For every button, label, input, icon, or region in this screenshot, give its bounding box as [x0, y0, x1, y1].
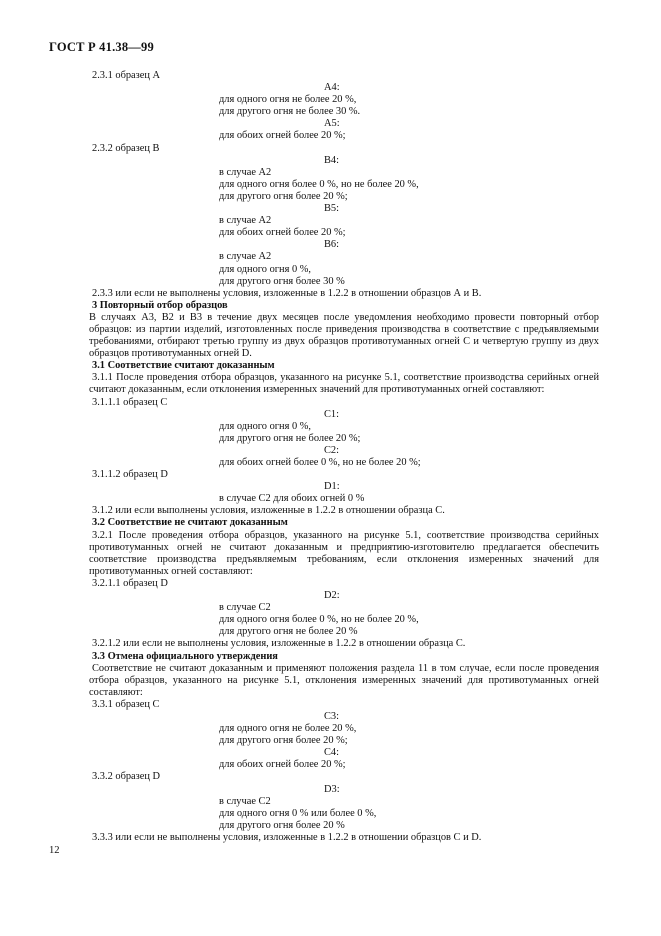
text-line: для другого огня не более 20 % — [219, 626, 358, 638]
text-line: 3.2.1.1 образец D — [92, 577, 168, 589]
text-line: D2: — [324, 590, 340, 602]
text-line: D1: — [324, 481, 340, 493]
section-3-1-list — [89, 397, 599, 530]
text-line: в случае А2 — [219, 215, 272, 227]
text-line: для другого огня не более 30 %. — [219, 106, 361, 118]
text-line: В4: — [324, 154, 340, 166]
text-line: В5: — [324, 203, 340, 215]
text-line: для одного огня более 0 %, но не более 20 %, — [219, 614, 419, 626]
text-line: 2.3.1 образец А — [92, 70, 161, 81]
section-2-3-list — [89, 70, 599, 312]
document-header: ГОСТ Р 41.38—99 — [49, 40, 154, 54]
text-line: 3.1.1.2 образец D — [92, 469, 168, 481]
section-3-2-list — [89, 578, 599, 663]
text-line: для обоих огней более 20 %; — [219, 759, 346, 771]
text-line: для одного огня 0 %, — [219, 263, 312, 275]
text-line: для одного огня более 0 %, но не более 20 %, — [219, 178, 419, 190]
page-number: 12 — [49, 845, 60, 856]
text-line: для другого огня более 20 %; — [219, 190, 348, 202]
text-line: для обоих огней более 0 %, но не более 20 %; — [219, 457, 421, 468]
text-line: С3: — [324, 710, 340, 722]
text-line: А4: — [324, 82, 340, 94]
text-line: в случае А2 — [219, 166, 272, 178]
text-line: В6: — [324, 239, 340, 251]
text-line: 2.3.3 или если не выполнены условия, изложенные в 1.2.2 в отношении образцов А и В. — [92, 287, 482, 299]
paragraph-3-2-1: 3.2.1 После проведения отбора образцов, указанного на рисунке 5.1, соответствие производства серийных противотуманных огней не считают доказанным и предприятию-изготовителю предлагается обеспечить соответствие производства предъявляемым требованиям, если отклонения измеренных значений для противотуманных огней составляют: — [89, 529, 599, 577]
text-line: в случае С2 — [219, 795, 271, 807]
section-3-1-title: 3.1 Соответствие считают доказанным — [92, 360, 275, 372]
document-body — [89, 70, 599, 844]
text-line: 3.2 Соответствие не считают доказанным — [92, 517, 288, 529]
text-line: 3.3.3 или если не выполнены условия, изложенные в 1.2.2 в отношении образцов С и D. — [92, 831, 482, 843]
text-line: 3.3 Отмена официального утверждения — [92, 650, 278, 662]
text-line: D3: — [324, 783, 340, 795]
text-line: для другого огня более 20 %; — [219, 735, 348, 747]
text-line: в случае С2 — [219, 602, 271, 614]
text-line: С2: — [324, 444, 340, 456]
text-line: для одного огня 0 % или более 0 %, — [219, 807, 377, 819]
text-line: для другого огня не более 20 %; — [219, 432, 361, 444]
text-line: для одного огня не более 20 %, — [219, 723, 357, 735]
text-line: С4: — [324, 747, 340, 759]
text-line: 3 Повторный отбор образцов — [92, 299, 228, 311]
text-line: 3.1.1.1 образец С — [92, 396, 168, 408]
paragraph-3-1-1: 3.1.1 После проведения отбора образцов, указанного на рисунке 5.1, соответствие производства серийных огней считают доказанным, если отклонения измеренных значений для противотуманных огней составляют: — [89, 372, 599, 396]
text-line: в случае А2 — [219, 251, 272, 263]
text-line: для одного огня 0 %, — [219, 420, 312, 432]
paragraph-repeat-sampling: В случаях А3, В2 и В3 в течение двух месяцев после уведомления необходимо провести повторный отбор образцов: из партии изделий, изготовленных после приведения производства в соответствие с предъявляемыми требованиями, отбирают третью группу из двух образцов противотуманных огней С и четвертую группу из двух образцов противотуманных огней D. — [89, 311, 599, 360]
text-line: для обоих огней более 20 %; — [219, 130, 346, 142]
text-line: 2.3.2 образец В — [92, 142, 160, 154]
text-line: 3.3.1 образец С — [92, 698, 160, 710]
text-line: 3.1.2 или если выполнены условия, изложенные в 1.2.2 в отношении образца С. — [92, 505, 445, 517]
text-line: для другого огня более 20 % — [219, 819, 345, 831]
text-line: для обоих огней более 20 %; — [219, 227, 346, 239]
text-line: для другого огня более 30 % — [219, 275, 345, 287]
text-line: А5: — [324, 118, 340, 130]
text-line: С1: — [324, 408, 340, 420]
section-3-3-list — [89, 699, 599, 844]
text-line: в случае С2 для обоих огней 0 % — [219, 493, 365, 505]
text-line: для одного огня не более 20 %, — [219, 94, 357, 106]
text-line: 3.2.1.2 или если не выполнены условия, изложенные в 1.2.2 в отношении образца С. — [92, 638, 466, 650]
text-line: 3.3.2 образец D — [92, 771, 161, 783]
paragraph-3-3: Соответствие не считают доказанным и применяют положения раздела 11 в том случае, если после проведения отбора образцов, указанного на рисунке 5.1, отклонения измеренных значений для противотуманных огней составляют: — [89, 662, 599, 698]
